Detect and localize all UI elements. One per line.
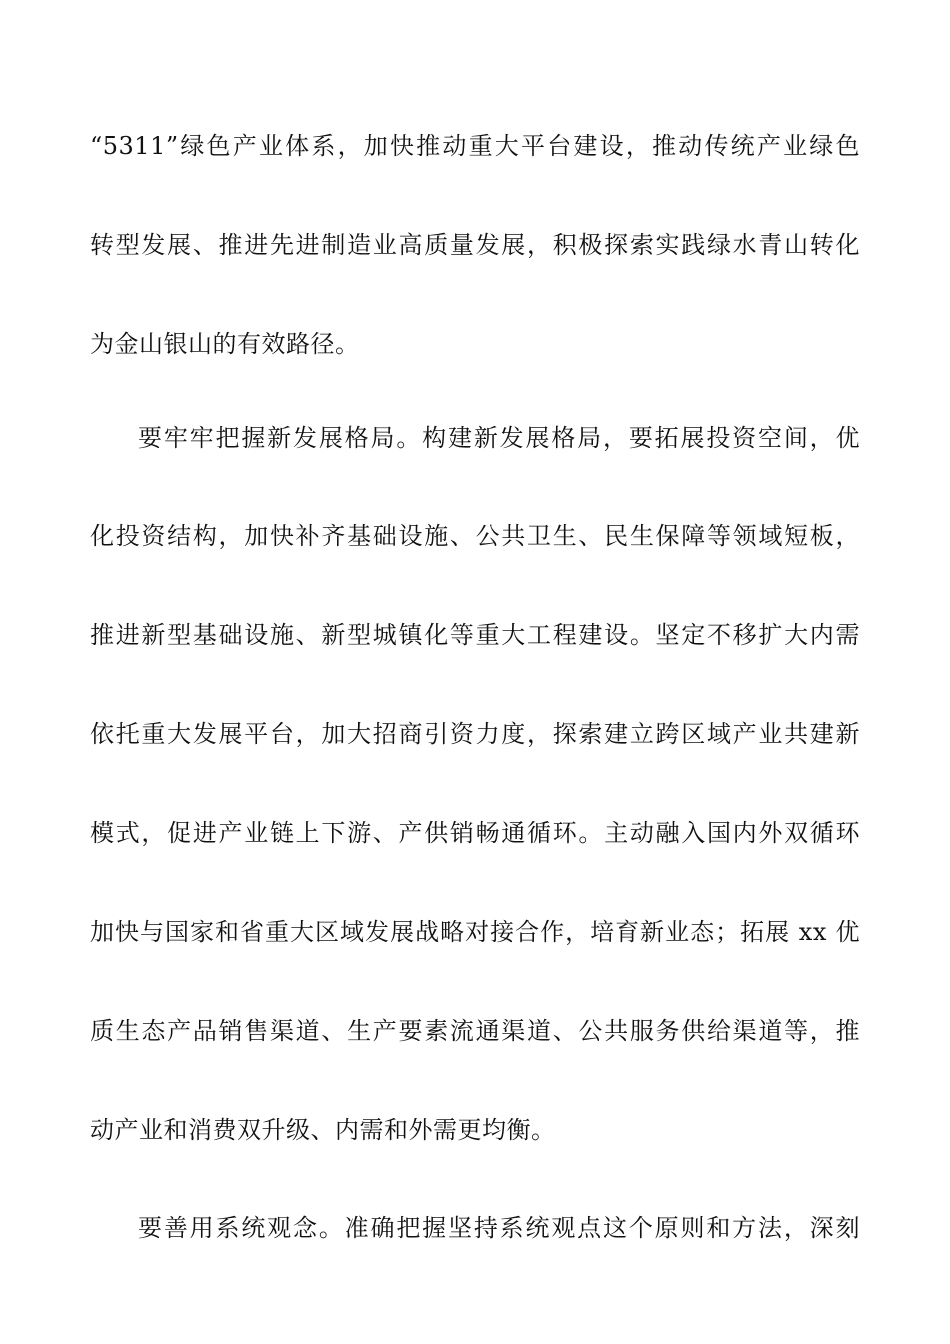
text-line-8: 模式，促进产业链上下游、产供销畅通循环。主动融入国内外双循环: [90, 819, 860, 847]
text-line-6: 推进新型基础设施、新型城镇化等重大工程建设。坚定不移扩大内需: [90, 621, 860, 649]
text-line-10: 质生态产品销售渠道、生产要素流通渠道、公共服务供给渠道等，推: [90, 1017, 860, 1045]
text-line-4: 要牢牢把握新发展格局。构建新发展格局，要拓展投资空间，优: [138, 424, 860, 452]
text-line-2: 转型发展、推进先进制造业高质量发展，积极探索实践绿水青山转化: [90, 231, 860, 259]
text-line-7: 依托重大发展平台，加大招商引资力度，探索建立跨区域产业共建新: [90, 720, 860, 748]
text-line-3: 为金山银山的有效路径。: [90, 330, 360, 358]
text-line-11: 动产业和消费双升级、内需和外需更均衡。: [90, 1116, 556, 1144]
text-line-5: 化投资结构，加快补齐基础设施、公共卫生、民生保障等领域短板，: [90, 522, 860, 550]
text-line-12: 要善用系统观念。准确把握坚持系统观点这个原则和方法，深刻: [138, 1214, 860, 1242]
text-line-9: 加快与国家和省重大区域发展战略对接合作，培育新业态；拓展 xx 优: [90, 918, 860, 946]
text-line-1: “5311”绿色产业体系，加快推动重大平台建设，推动传统产业绿色: [90, 132, 860, 160]
